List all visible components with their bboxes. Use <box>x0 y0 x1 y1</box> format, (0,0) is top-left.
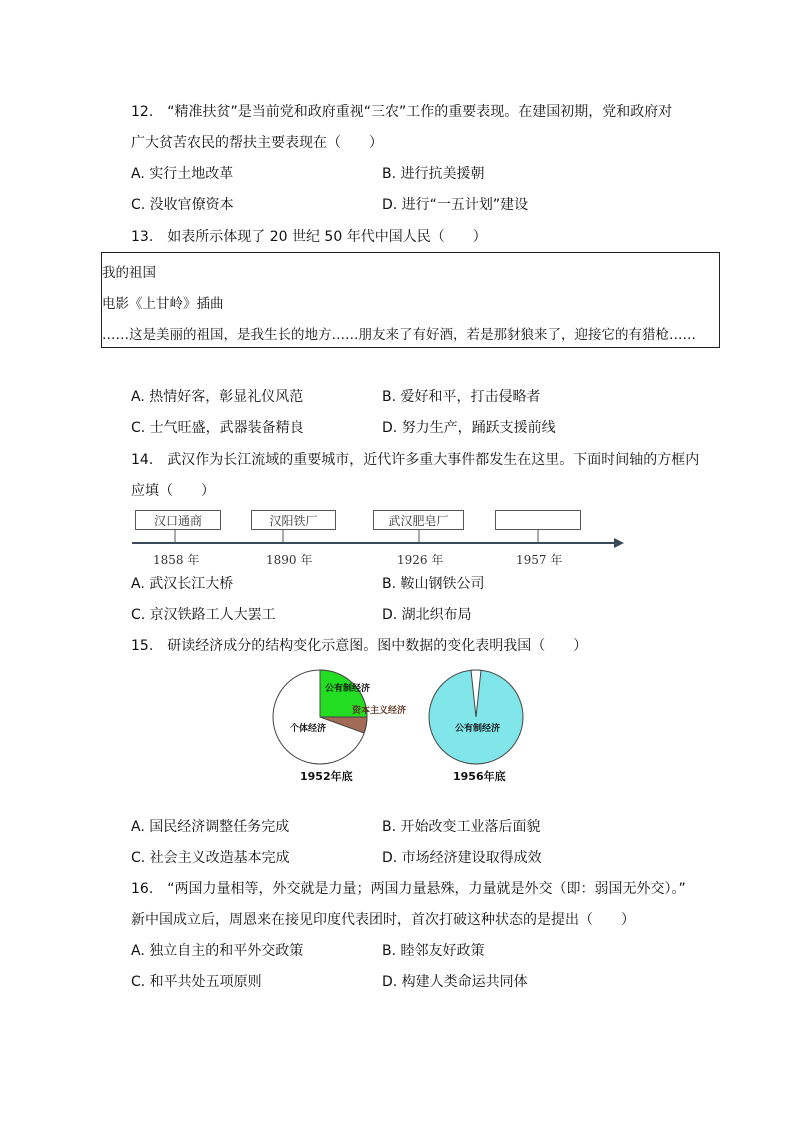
timeline-box-3: 武汉肥皂厂 <box>373 510 464 530</box>
q16-stem-line2: 新中国成立后，周恩来在接见印度代表团时，首次打破这种状态的是提出（ ） <box>131 912 635 928</box>
timeline-year-3: 1926 年 <box>397 553 444 567</box>
pie1952-caption: 1952年底 <box>300 770 353 783</box>
timeline-arrow <box>614 538 624 548</box>
timeline-year-2: 1890 年 <box>266 553 313 567</box>
pie1956-caption: 1956年底 <box>453 770 506 783</box>
q15-option-a[interactable]: A. 国民经济调整任务完成 <box>131 819 290 835</box>
pie-charts <box>260 660 560 770</box>
q13-quote-box <box>101 252 720 348</box>
q12-stem-line2: 广大贫苦农民的帮扶主要表现在（ ） <box>131 135 383 151</box>
q15-option-b[interactable]: B. 开始改变工业落后面貌 <box>382 819 541 835</box>
q13-box-subtitle: 电影《上甘岭》插曲 <box>102 296 224 312</box>
q15-option-d[interactable]: D. 市场经济建设取得成效 <box>382 850 542 866</box>
q16-option-b[interactable]: B. 睦邻友好政策 <box>382 943 485 959</box>
q14-option-a[interactable]: A. 武汉长江大桥 <box>131 576 234 592</box>
timeline-box-2: 汉阳铁厂 <box>251 510 336 530</box>
timeline-year-4: 1957 年 <box>516 553 563 567</box>
q16-option-d[interactable]: D. 构建人类命运共同体 <box>382 974 528 990</box>
q12-option-a[interactable]: A. 实行土地改革 <box>131 166 234 182</box>
q12-option-d[interactable]: D. 进行“一五计划”建设 <box>382 197 529 213</box>
q14-option-c[interactable]: C. 京汉铁路工人大罢工 <box>131 607 276 623</box>
q14-stem-line2: 应填（ ） <box>131 483 215 499</box>
timeline-box-1: 汉口通商 <box>135 510 221 530</box>
pie1956-label-public: 公有制经济 <box>455 724 501 734</box>
q13-stem: 13. 如表所示体现了 20 世纪 50 年代中国人民（ ） <box>131 229 487 245</box>
q16-option-c[interactable]: C. 和平共处五项原则 <box>131 974 262 990</box>
q13-option-d[interactable]: D. 努力生产，踊跃支援前线 <box>382 420 556 436</box>
q14-option-d[interactable]: D. 湖北织布局 <box>382 607 472 623</box>
q14-stem-line1: 14. 武汉作为长江流域的重要城市，近代许多重大事件都发生在这里。下面时间轴的方框内 <box>131 452 700 468</box>
q16-option-a[interactable]: A. 独立自主的和平外交政策 <box>131 943 304 959</box>
q12-option-c[interactable]: C. 没收官僚资本 <box>131 197 234 213</box>
q13-box-title: 我的祖国 <box>102 265 156 281</box>
q14-option-b[interactable]: B. 鞍山钢铁公司 <box>382 576 485 592</box>
q15-option-c[interactable]: C. 社会主义改造基本完成 <box>131 850 290 866</box>
q13-option-c[interactable]: C. 士气旺盛，武器装备精良 <box>131 420 304 436</box>
pie1952-label-public: 公有制经济 <box>325 684 371 694</box>
timeline-year-1: 1858 年 <box>153 553 200 567</box>
pie1952-label-capitalist: 资本主义经济 <box>352 706 407 716</box>
q13-option-a[interactable]: A. 热情好客，彰显礼仪风范 <box>131 389 304 405</box>
timeline-box-blank <box>495 510 581 530</box>
q16-stem-line1: 16. “两国力量相等，外交就是力量；两国力量悬殊，力量就是外交（即：弱国无外交）。” <box>131 881 686 897</box>
pie1952-label-individual: 个体经济 <box>290 724 327 734</box>
q13-option-b[interactable]: B. 爱好和平，打击侵略者 <box>382 389 541 405</box>
q12-stem-line1: 12. “精准扶贫”是当前党和政府重视“三农”工作的重要表现。在建国初期，党和政府对 <box>131 104 673 120</box>
q15-stem: 15. 研读经济成分的结构变化示意图。图中数据的变化表明我国（ ） <box>131 638 588 654</box>
q13-box-lyrics: ……这是美丽的祖国，是我生长的地方……朋友来了有好酒，若是那豺狼来了，迎接它的有猎枪…… <box>102 327 696 343</box>
q12-option-b[interactable]: B. 进行抗美援朝 <box>382 166 485 182</box>
